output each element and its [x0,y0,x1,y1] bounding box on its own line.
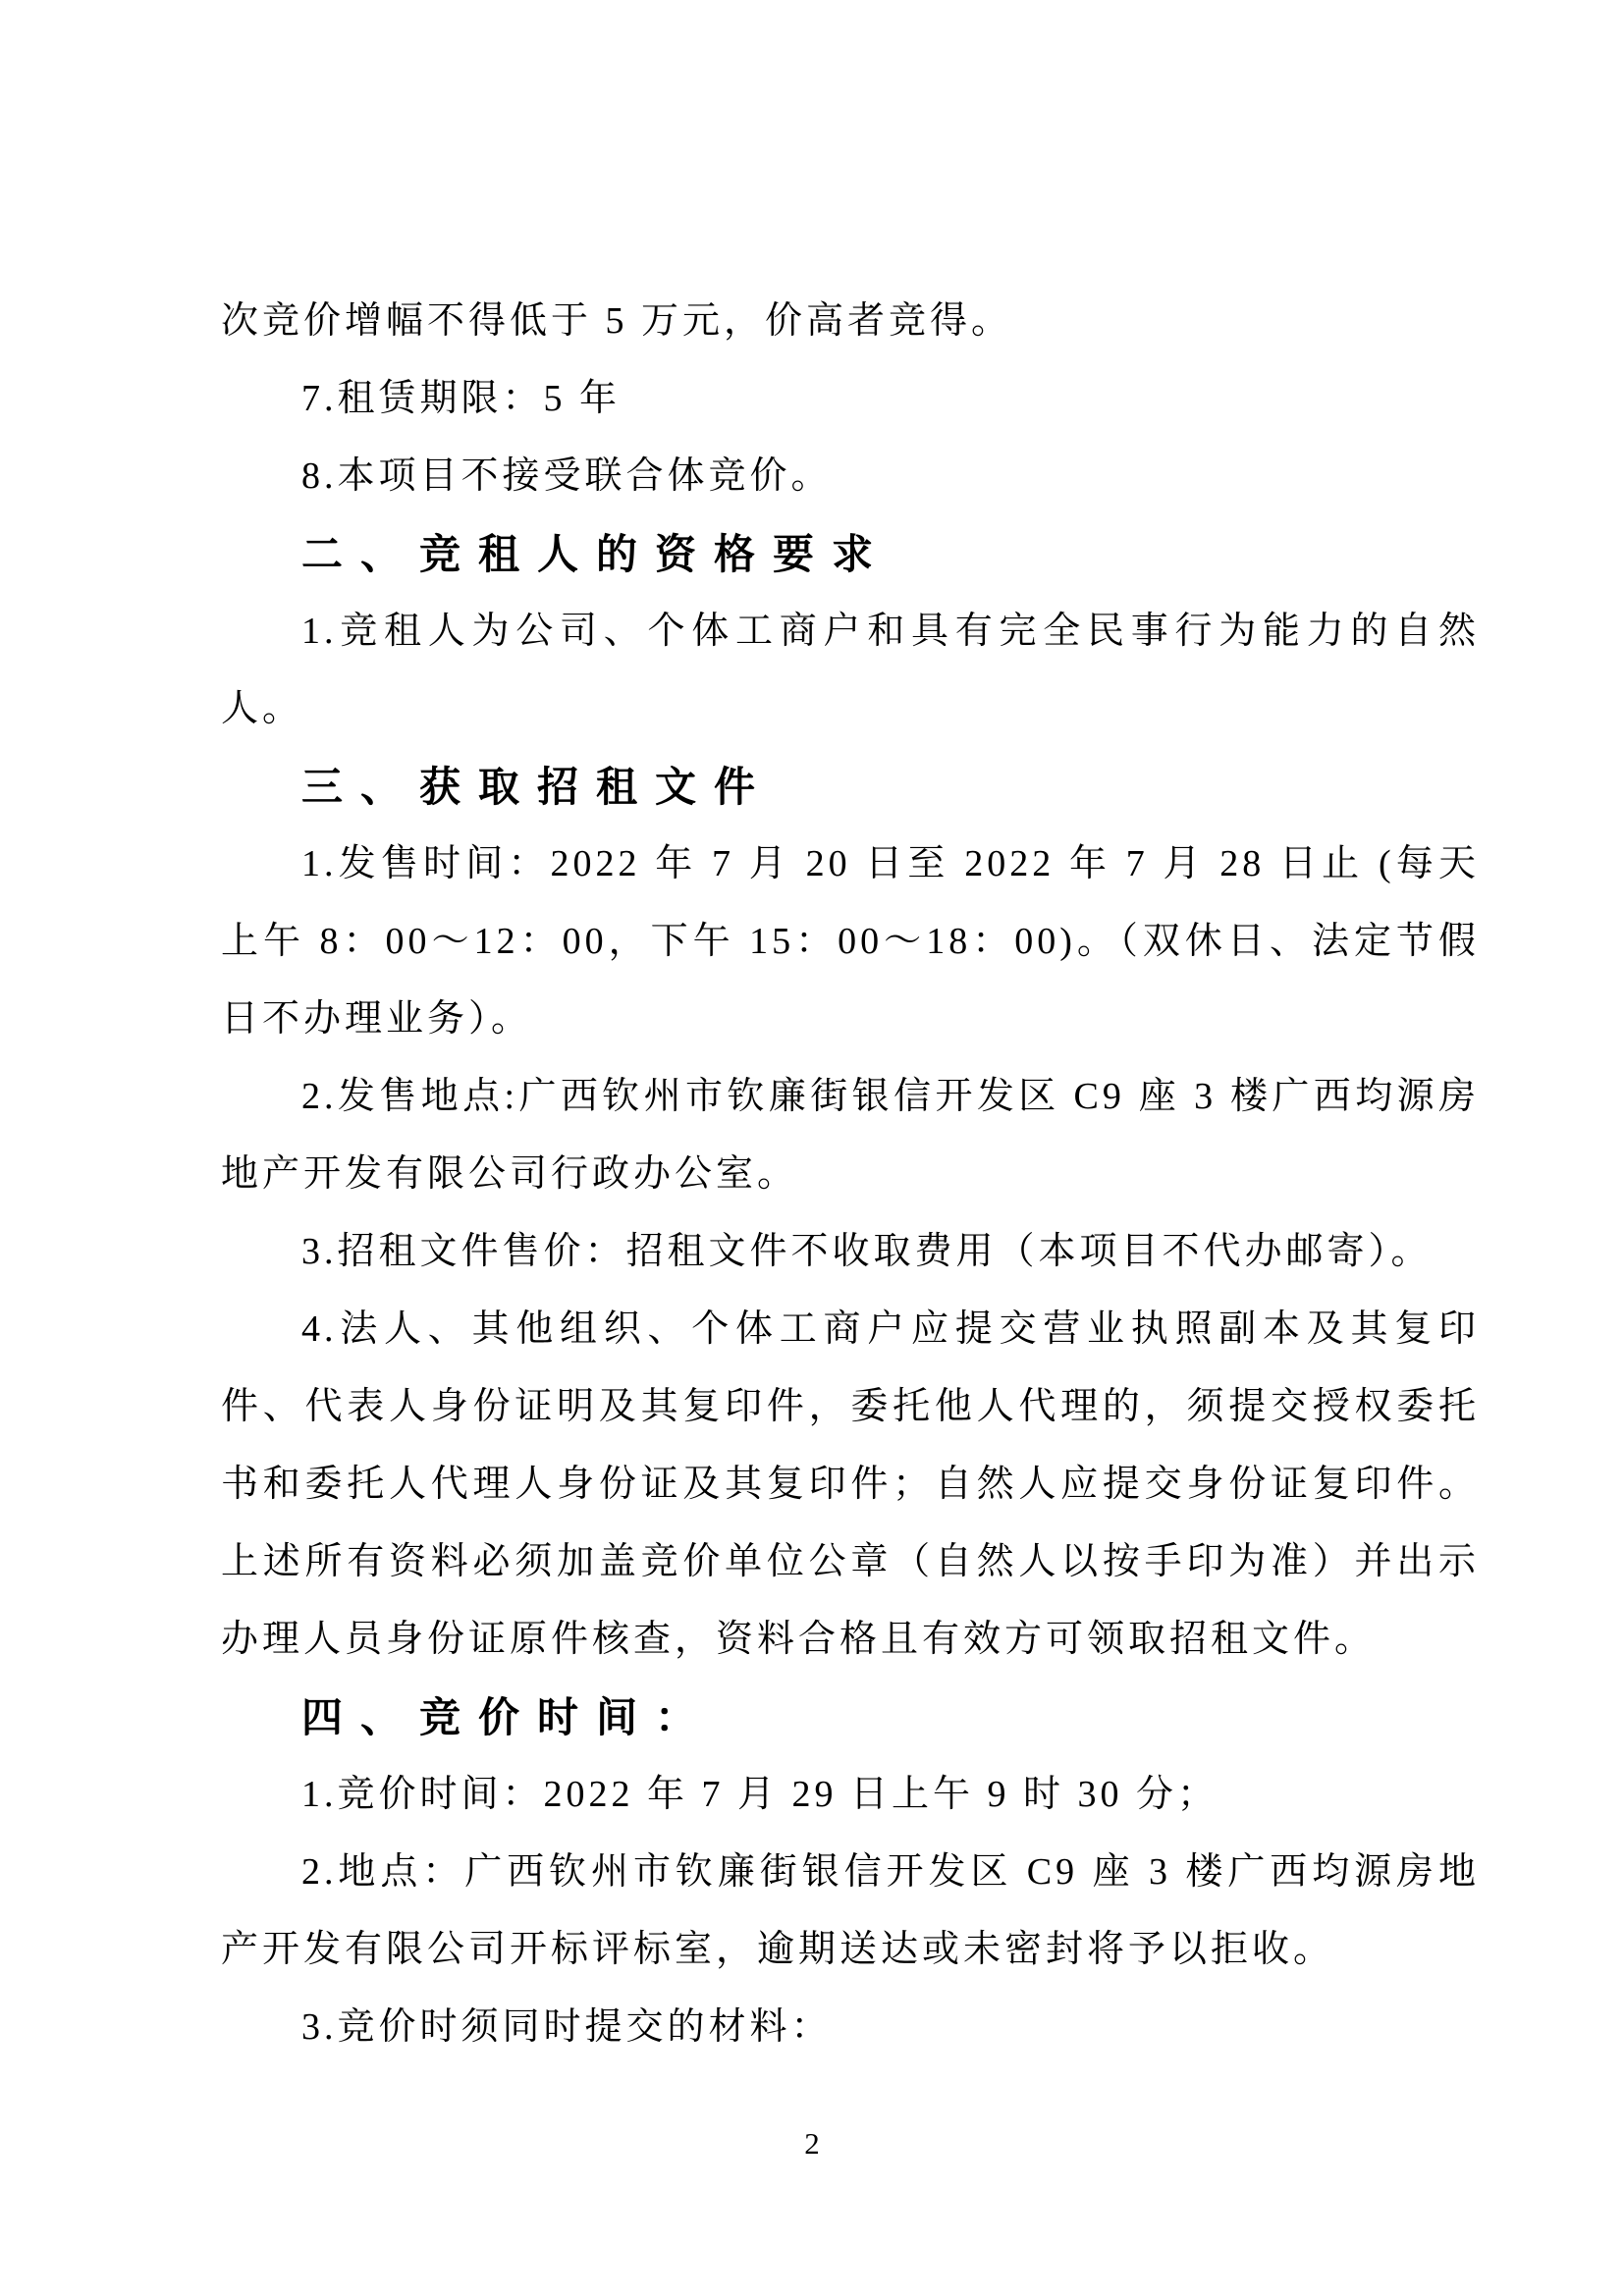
paragraph-item-7: 7.租赁期限：5 年 [301,378,622,419]
paragraph-bidding-time: 1.竞价时间：2022 年 7 月 29 日上午 9 时 30 分； [301,1774,1219,1815]
paragraph-qualification-1: 1.竞租人为公司、个体工商户和具有完全民事行为能力的自然人。 [221,611,1480,729]
paragraph-document-price: 3.招租文件售价：招租文件不收取费用（本项目不代办邮寄）。 [301,1231,1433,1272]
page-number: 2 [804,2126,820,2161]
document-body [221,283,1480,2066]
paragraph-bidding-location: 2.地点：广西钦州市钦廉街银信开发区 C9 座 3 楼广西均源房地产开发有限公司开标评标室，逾期送达或未密封将予以拒收。 [221,1851,1480,1970]
paragraph-sale-time: 1.发售时间：2022 年 7 月 20 日至 2022 年 7 月 28 日止 (每天上午 8：00～12：00，下午 15：00～18：00)。（双休日、法定节假日不办理业务）。 [221,843,1480,1040]
section-heading-3: 三、获取招租文件 [301,764,774,810]
paragraph-continuation: 次竞价增幅不得低于 5 万元，价高者竞得。 [221,300,1013,342]
paragraph-item-8: 8.本项目不接受联合体竞价。 [301,455,833,497]
section-heading-4: 四、竞价时间： [301,1694,715,1740]
paragraph-sale-location: 2.发售地点:广西钦州市钦廉街银信开发区 C9 座 3 楼广西均源房地产开发有限公司行政办公室。 [221,1076,1480,1195]
paragraph-required-materials: 4.法人、其他组织、个体工商户应提交营业执照副本及其复印件、代表人身份证明及其复印件，委托他人代理的，须提交授权委托书和委托人代理人身份证及其复印件；自然人应提交身份证复印件。上述所有资料必须加盖竞价单位公章（自然人以按手印为准）并出示办理人员身份证原件核查，资料合格且有效方可领取招租文件。 [221,1308,1480,1660]
paragraph-bidding-materials: 3.竞价时须同时提交的材料： [301,2006,833,2048]
section-heading-2: 二、竞租人的资格要求 [301,531,892,577]
